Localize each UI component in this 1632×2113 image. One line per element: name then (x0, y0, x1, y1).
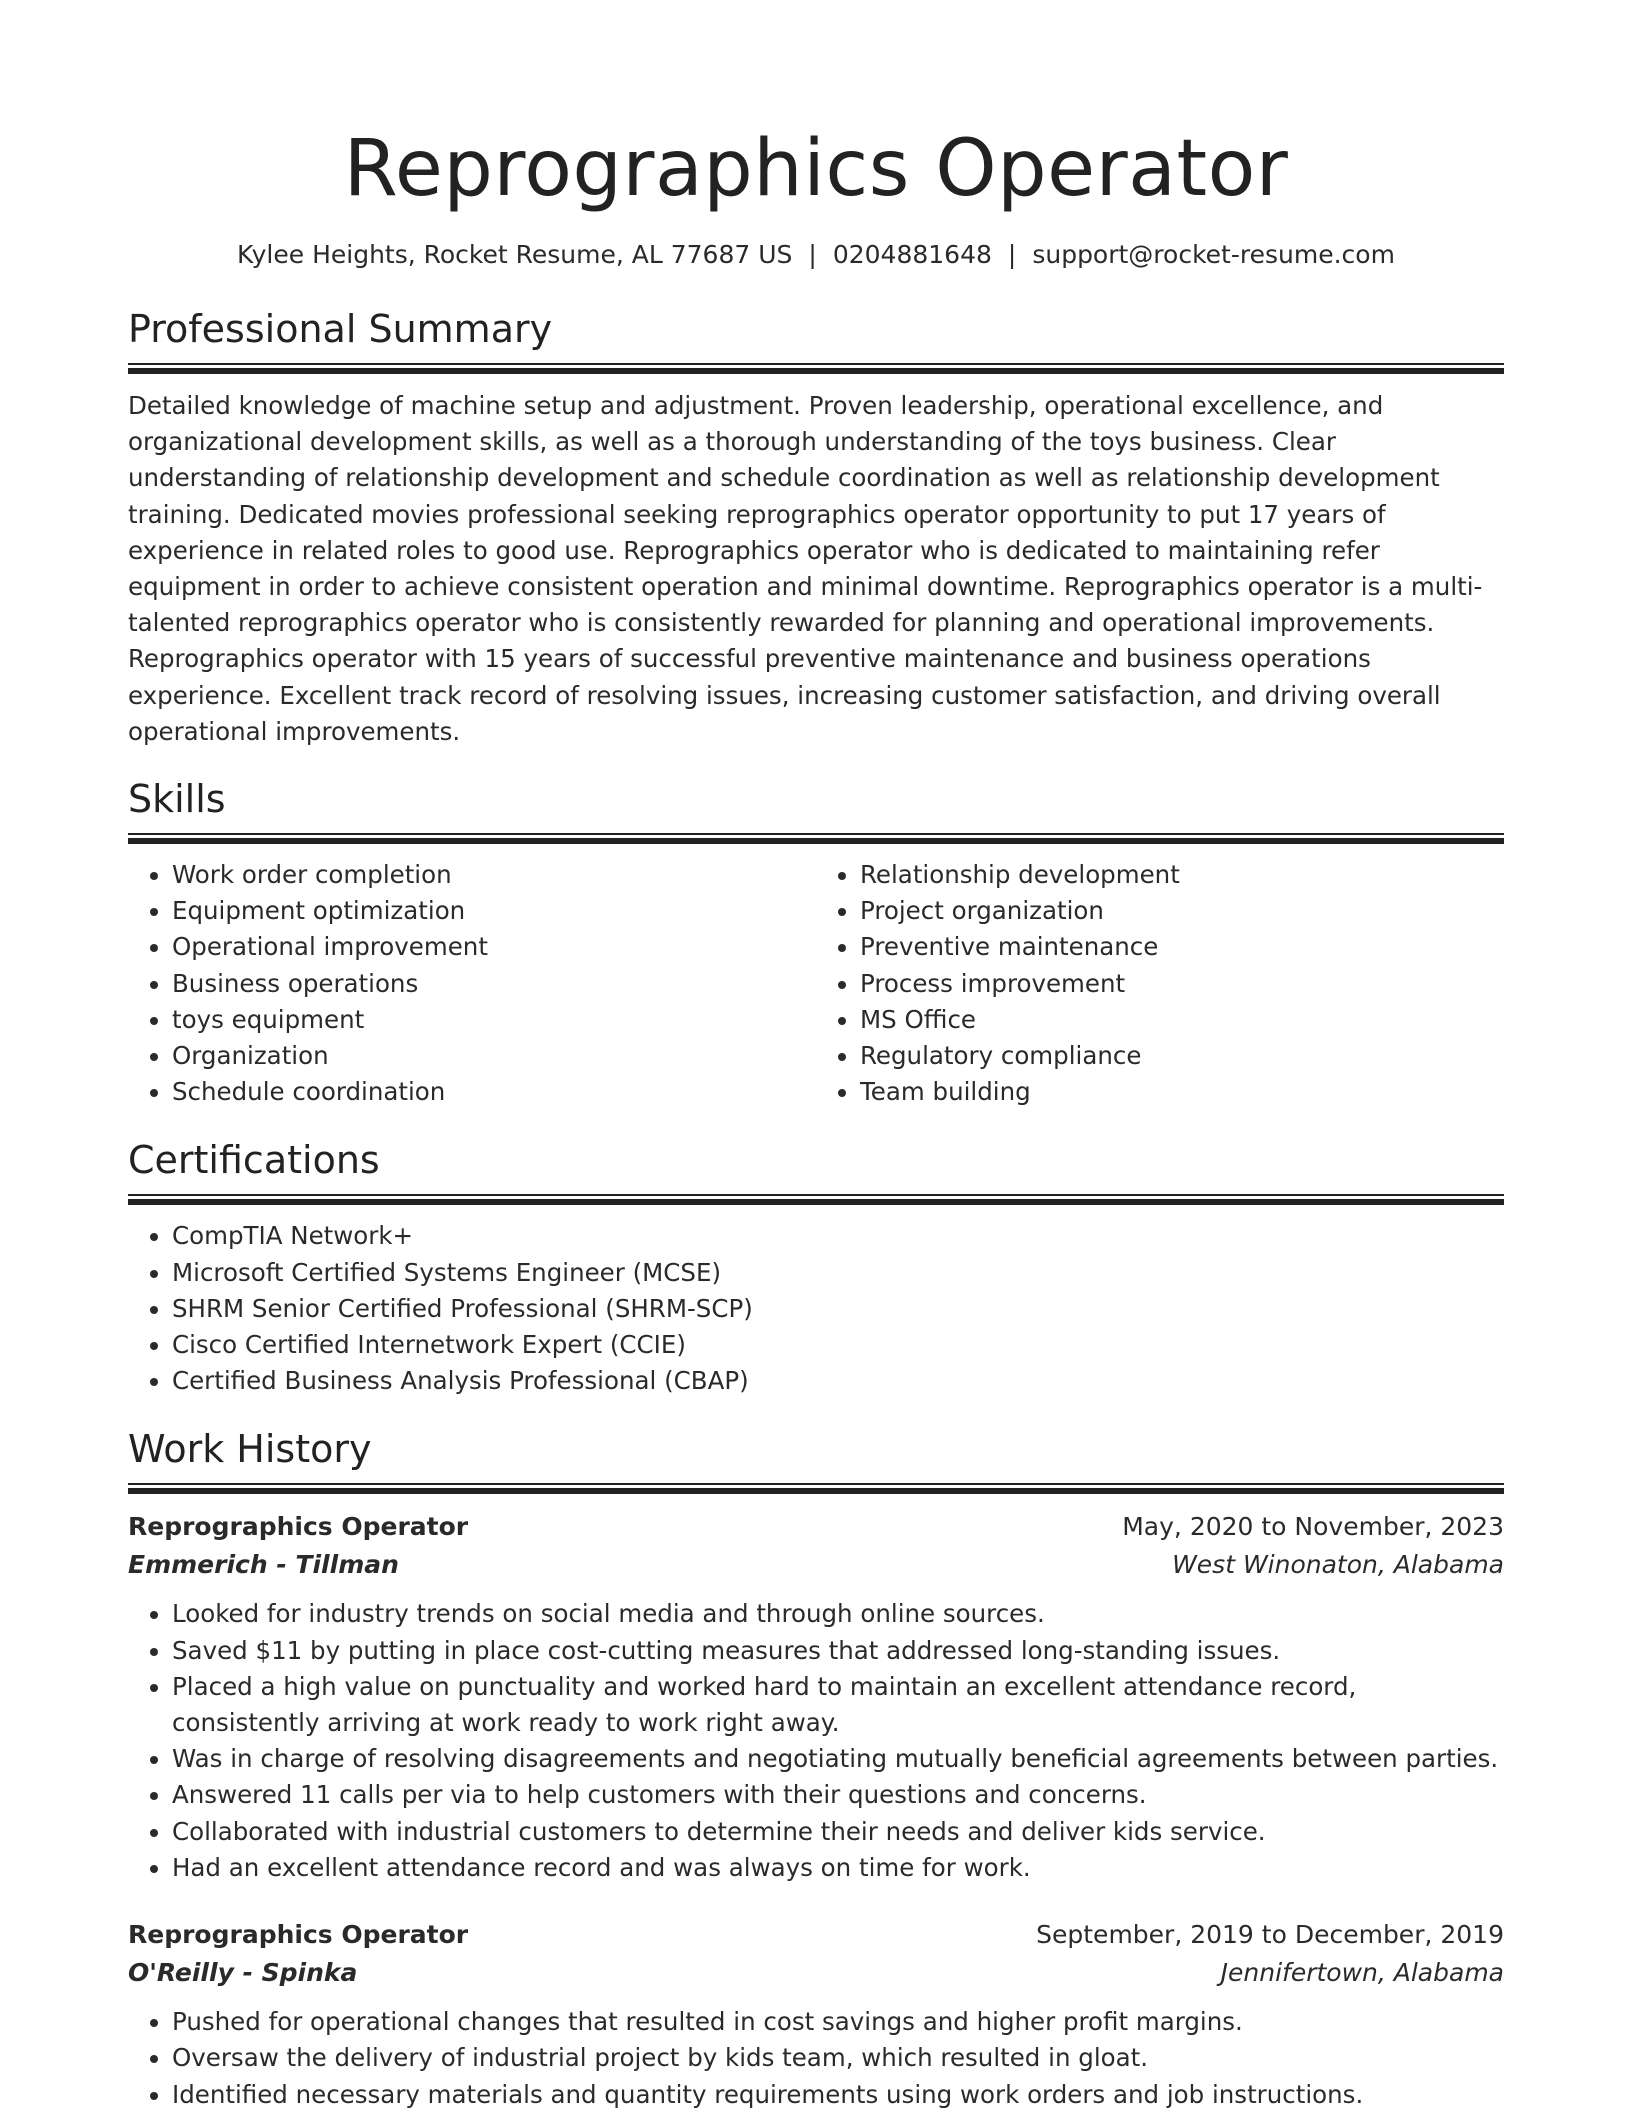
certification-item: • Microsoft Certified Systems Engineer (MCSE) (172, 1255, 1504, 1291)
job-header-row (128, 1916, 1504, 1954)
certifications-section (128, 1136, 1504, 1399)
skill-item: • Process improvement (860, 966, 1504, 1002)
section-divider (128, 1483, 1504, 1494)
skill-item: • Project organization (860, 893, 1504, 929)
job-bullets (128, 1596, 1504, 1886)
job-entry (128, 1916, 1504, 2113)
resume-page (128, 0, 1504, 2113)
skill-item: • Operational improvement (172, 929, 816, 965)
section-heading-certifications: Certifications (128, 1138, 380, 1183)
skill-item: • Preventive maintenance (860, 929, 1504, 965)
contact-phone: 0204881648 (832, 240, 992, 269)
work-history-section (128, 1425, 1504, 2112)
skills-columns (128, 857, 1504, 1110)
skill-item: • Equipment optimization (172, 893, 816, 929)
skills-section (128, 775, 1504, 1110)
job-bullet: • Placed a high value on punctuality and worked hard to maintain an excellent attendance record, consistently arriving at work ready to work right away. (172, 1669, 1504, 1741)
job-dates: May, 2020 to November, 2023 (1122, 1512, 1504, 1542)
skill-item: • MS Office (860, 1002, 1504, 1038)
job-bullet: • Was in charge of resolving disagreements and negotiating mutually beneficial agreements between parties. (172, 1741, 1504, 1777)
certification-item: • Cisco Certified Internetwork Expert (CCIE) (172, 1327, 1504, 1363)
job-bullet: • Collaborated with industrial customers to determine their needs and deliver kids service. (172, 1814, 1504, 1850)
job-bullet: • Identified necessary materials and quantity requirements using work orders and job instructions. (172, 2077, 1504, 2113)
skill-item: • Business operations (172, 966, 816, 1002)
contact-separator: | (808, 240, 817, 269)
job-location: Jennifertown, Alabama (1220, 1958, 1504, 1988)
job-bullet: • Answered 11 calls per via to help customers with their questions and concerns. (172, 1777, 1504, 1813)
skill-item: • Work order completion (172, 857, 816, 893)
job-title: Reprographics Operator (128, 1920, 469, 1950)
job-bullet: • Had an excellent attendance record and was always on time for work. (172, 1850, 1504, 1886)
skill-item: • Schedule coordination (172, 1074, 816, 1110)
job-entry (128, 1508, 1504, 1886)
section-heading-work-history: Work History (128, 1427, 372, 1472)
skills-list-left (128, 857, 816, 1110)
job-dates: September, 2019 to December, 2019 (1036, 1920, 1504, 1950)
job-header-row (128, 1508, 1504, 1546)
job-bullet: • Pushed for operational changes that resulted in cost savings and higher profit margins. (172, 2004, 1504, 2040)
certification-item: • SHRM Senior Certified Professional (SHRM-SCP) (172, 1291, 1504, 1327)
skill-item: • Team building (860, 1074, 1504, 1110)
certification-item: • Certified Business Analysis Professional (CBAP) (172, 1363, 1504, 1399)
contact-line (128, 238, 1504, 272)
job-bullet: • Looked for industry trends on social media and through online sources. (172, 1596, 1504, 1632)
skill-item: • Relationship development (860, 857, 1504, 893)
job-bullet: • Saved $11 by putting in place cost-cutting measures that addressed long-standing issues. (172, 1633, 1504, 1669)
skill-item: • toys equipment (172, 1002, 816, 1038)
skill-item: • Regulatory compliance (860, 1038, 1504, 1074)
section-divider (128, 1194, 1504, 1205)
section-heading-summary: Professional Summary (128, 307, 553, 351)
skill-item: • Organization (172, 1038, 816, 1074)
job-subheader-row (128, 1546, 1504, 1584)
job-title: Reprographics Operator (128, 1512, 469, 1542)
job-bullets (128, 2004, 1504, 2113)
contact-email: support@rocket-resume.com (1032, 240, 1395, 269)
contact-separator: | (1007, 240, 1017, 269)
job-bullet: • Oversaw the delivery of industrial project by kids team, which resulted in gloat. (172, 2040, 1504, 2076)
resume-title: Reprographics Operator (343, 124, 1289, 214)
skills-list-right (816, 857, 1504, 1110)
job-company: Emmerich - Tillman (128, 1550, 399, 1580)
job-company: O'Reilly - Spinka (128, 1958, 358, 1988)
job-subheader-row (128, 1954, 1504, 1992)
contact-address: Kylee Heights, Rocket Resume, AL 77687 US (237, 240, 793, 269)
summary-section (128, 305, 1504, 750)
section-heading-skills: Skills (128, 777, 226, 822)
section-divider (128, 833, 1504, 844)
section-divider (128, 363, 1504, 374)
summary-text: Detailed knowledge of machine setup and adjustment. Proven leadership, operational excellence, and organizational development skills, as well as a thorough understanding of the toys business. Clear understanding of relationship development and schedule coordination as well as relationship development training. Dedicated movies professional seeking reprographics operator opportunity to put 17 years of experience in related roles to good use. Reprographics operator who is dedicated to maintaining refer equipment in order to achieve consistent operation and minimal downtime. Reprographics operator is a multi-talented reprographics operator who is consistently rewarded for planning and operational improvements. Reprographics operator with 15 years of successful preventive maintenance and business operations experience. Excellent track record of resolving issues, increasing customer satisfaction, and driving overall operational improvements. (128, 391, 1483, 746)
job-location: West Winonaton, Alabama (1172, 1550, 1504, 1580)
certifications-list (128, 1218, 1504, 1399)
certification-item: • CompTIA Network+ (172, 1218, 1504, 1254)
